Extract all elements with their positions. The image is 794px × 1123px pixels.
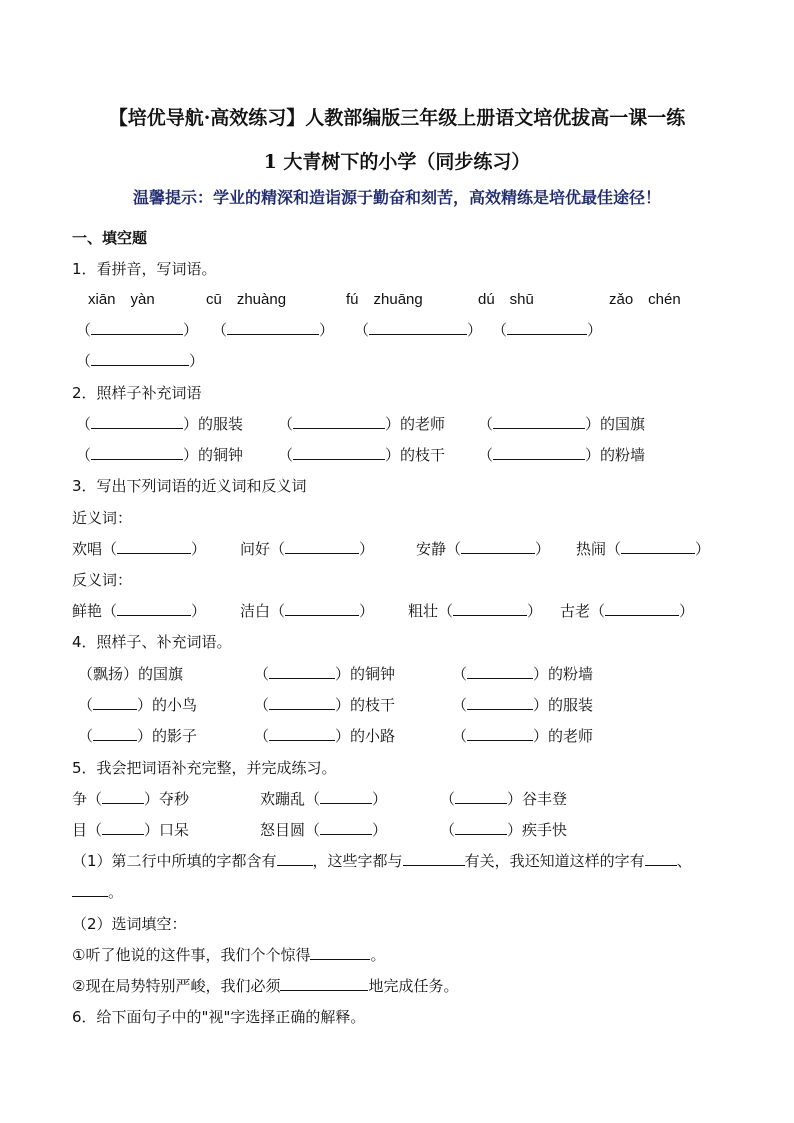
- pinyin-1: xiān yàn: [88, 291, 155, 308]
- idiom-item[interactable]: （ ）谷丰登: [440, 790, 568, 808]
- sub-question-1-text-c: 有关，我还知道这样的字有: [464, 852, 645, 870]
- answer-blank-1[interactable]: （ ）: [76, 321, 199, 339]
- sentence-1-end: 。: [370, 946, 386, 964]
- sub-question-2-prompt: （2）选词填空：: [72, 915, 187, 933]
- antonym-item[interactable]: 鲜艳（ ）: [72, 602, 207, 620]
- idiom-row: [0, 788, 794, 810]
- sub-question-1-cont: [0, 881, 794, 903]
- lesson-subtitle: 1 大青树下的小学（同步练习）: [263, 151, 531, 173]
- sub-question-1-text-a: （1）第二行中所填的字都含有: [72, 852, 277, 870]
- question-6-prompt: 6．给下面句子中的"视"字选择正确的解释。: [72, 1008, 366, 1026]
- question-2-prompt: 2．照样子补充词语: [72, 384, 202, 402]
- section-heading: 一、填空题: [72, 229, 148, 247]
- phrase-blank[interactable]: （ ）的铜钟: [254, 665, 396, 683]
- idiom-item[interactable]: （ ）疾手快: [440, 821, 568, 839]
- fill-blank[interactable]: [403, 851, 465, 866]
- sentence-2-end: 地完成任务。: [368, 977, 459, 995]
- idiom-item[interactable]: 目（ ）口呆: [72, 821, 190, 839]
- phrase-blank[interactable]: （ ）的粉墙: [452, 665, 594, 683]
- question-5-prompt: 5．我会把词语补充完整，并完成练习。: [72, 759, 337, 777]
- phrase-blank[interactable]: （ ）的影子: [78, 727, 198, 745]
- pinyin-5: zǎo chén: [609, 291, 681, 308]
- phrase-row: [0, 694, 794, 716]
- example-phrase: （飘扬）的国旗: [78, 665, 184, 683]
- phrase-blank[interactable]: （ ）的枝干: [254, 696, 396, 714]
- sentence-2-text: ②现在局势特别严峻，我们必须: [72, 977, 281, 995]
- sentence-2: [0, 975, 794, 997]
- phrase-blank[interactable]: （ ）的粉墙: [478, 446, 646, 464]
- fill-blank[interactable]: [72, 882, 108, 897]
- phrase-blank[interactable]: （ ）的小鸟: [78, 696, 198, 714]
- question-1-prompt: 1．看拼音，写词语。: [72, 260, 217, 278]
- fill-blank[interactable]: [310, 945, 370, 960]
- antonym-row: [0, 600, 794, 622]
- phrase-blank[interactable]: （ ）的服装: [76, 415, 244, 433]
- fill-blank[interactable]: [280, 976, 368, 991]
- pinyin-3: fú zhuāng: [346, 291, 423, 308]
- idiom-item[interactable]: 争（ ）夺秒: [72, 790, 190, 808]
- phrase-blank[interactable]: （ ）的老师: [278, 415, 446, 433]
- worksheet-title: 【培优导航·高效练习】人教部编版三年级上册语文培优拔高一课一练: [108, 107, 686, 129]
- sub-question-1-text-d: 、: [676, 852, 692, 870]
- question-3-prompt: 3．写出下列词语的近义词和反义词: [72, 477, 307, 495]
- idiom-item[interactable]: 怒目圆（ ）: [260, 821, 388, 839]
- phrase-blank[interactable]: （ ）的服装: [452, 696, 594, 714]
- answer-row: [0, 319, 794, 341]
- fill-blank[interactable]: [645, 851, 677, 866]
- antonym-item[interactable]: 古老（ ）: [560, 602, 695, 620]
- synonym-row: [0, 538, 794, 560]
- sentence-1: [0, 944, 794, 966]
- phrase-row: [0, 663, 794, 685]
- sub-question-1: [0, 850, 794, 872]
- warm-tip: 温馨提示：学业的精深和造诣源于勤奋和刻苦，高效精练是培优最佳途径！: [132, 188, 661, 207]
- synonym-label: 近义词：: [72, 509, 133, 527]
- pinyin-4: dú shū: [478, 291, 534, 308]
- question-4-prompt: 4．照样子、补充词语。: [72, 633, 232, 651]
- synonym-item[interactable]: 热闹（ ）: [576, 540, 711, 558]
- answer-row: [0, 350, 794, 372]
- phrase-row: [0, 725, 794, 747]
- answer-blank-3[interactable]: （ ）: [354, 321, 483, 339]
- pinyin-row: [0, 288, 794, 310]
- idiom-item[interactable]: 欢蹦乱（ ）: [260, 790, 388, 808]
- phrase-blank[interactable]: （ ）的小路: [254, 727, 396, 745]
- sub-question-1-text-e: 。: [108, 883, 124, 901]
- phrase-blank[interactable]: （ ）的铜钟: [76, 446, 244, 464]
- antonym-item[interactable]: 洁白（ ）: [240, 602, 375, 620]
- synonym-item[interactable]: 安静（ ）: [416, 540, 551, 558]
- sub-question-1-text-b: ，这些字都与: [312, 852, 403, 870]
- synonym-item[interactable]: 问好（ ）: [240, 540, 375, 558]
- synonym-item[interactable]: 欢唱（ ）: [72, 540, 207, 558]
- phrase-blank[interactable]: （ ）的老师: [452, 727, 594, 745]
- answer-blank-4[interactable]: （ ）: [492, 321, 603, 339]
- antonym-label: 反义词：: [72, 571, 133, 589]
- phrase-blank[interactable]: （ ）的国旗: [478, 415, 646, 433]
- fill-blank[interactable]: [277, 851, 313, 866]
- phrase-blank[interactable]: （ ）的枝干: [278, 446, 446, 464]
- answer-blank-5[interactable]: （ ）: [76, 352, 205, 370]
- idiom-row: [0, 819, 794, 841]
- pinyin-2: cū zhuàng: [206, 291, 287, 308]
- antonym-item[interactable]: 粗壮（ ）: [408, 602, 543, 620]
- answer-blank-2[interactable]: （ ）: [212, 321, 335, 339]
- phrase-row: [0, 413, 794, 435]
- phrase-row: [0, 444, 794, 466]
- sentence-1-text: ①听了他说的这件事，我们个个惊得: [72, 946, 311, 964]
